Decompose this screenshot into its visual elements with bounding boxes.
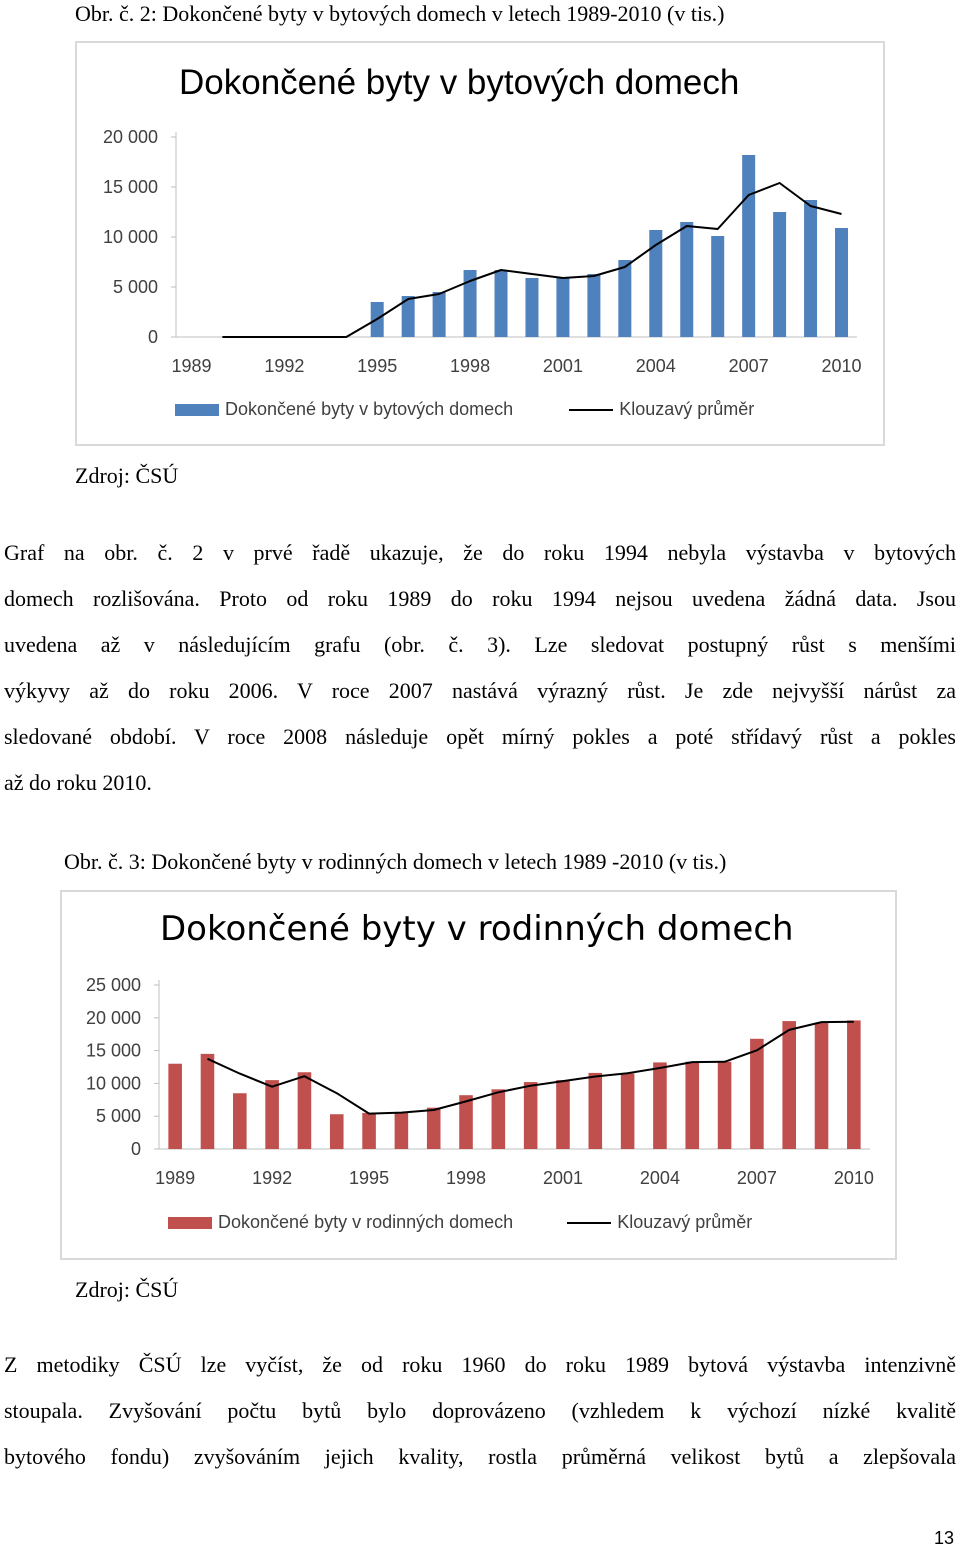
bar xyxy=(742,155,755,337)
legend-swatch-bar xyxy=(175,404,219,416)
bar xyxy=(680,222,693,337)
bar xyxy=(587,274,600,337)
source-label: Zdroj: ČSÚ xyxy=(75,1277,179,1302)
x-tick-label: 2007 xyxy=(728,356,769,376)
legend-swatch-bar xyxy=(168,1217,212,1229)
x-tick-label: 2010 xyxy=(821,356,862,376)
bar xyxy=(685,1062,699,1149)
x-tick-label: 1995 xyxy=(357,356,398,376)
legend-label-bars: Dokončené byty v rodinných domech xyxy=(218,1212,514,1232)
paragraph-1 xyxy=(4,530,956,806)
x-tick-label: 1989 xyxy=(155,1168,196,1188)
bar xyxy=(495,270,508,337)
x-tick-label: 2007 xyxy=(736,1168,777,1188)
text-line: uvedena až v následujícím grafu (obr. č. 3). Lze sledovat postupný růst s menšími xyxy=(4,632,956,657)
figure-caption-3: Obr. č. 3: Dokončené byty v rodinných domech v letech 1989 -2010 (v tis.) xyxy=(64,849,727,874)
y-tick-label: 0 xyxy=(130,1139,141,1159)
bar xyxy=(201,1054,215,1149)
x-tick-label: 1998 xyxy=(445,1168,487,1188)
bar xyxy=(556,278,569,337)
chart-legend xyxy=(175,399,754,420)
legend-swatch-line xyxy=(569,409,613,411)
text-line: až do roku 2010. xyxy=(4,770,152,795)
bar xyxy=(168,1064,182,1149)
bar xyxy=(492,1089,506,1149)
x-tick-label: 1992 xyxy=(252,1168,293,1188)
x-tick-label: 2001 xyxy=(542,1168,584,1188)
bar xyxy=(621,1074,635,1149)
bar xyxy=(711,236,724,337)
text-line: Z metodiky ČSÚ lze vyčíst, že od roku 1960 do roku 1989 bytová výstavba intenzivně xyxy=(4,1352,956,1377)
chart-apartment-buildings xyxy=(75,41,885,446)
text-line: stoupala. Zvyšování počtu bytů bylo doprovázeno (vzhledem k výchozí nízké kvalitě xyxy=(4,1398,956,1423)
bar xyxy=(427,1108,441,1149)
y-tick-label: 0 xyxy=(147,327,158,347)
text-line: domech rozlišována. Proto od roku 1989 do roku 1994 nejsou uvedena žádná data. Jsou xyxy=(4,586,956,611)
text-line: Graf na obr. č. 2 v prvé řadě ukazuje, že do roku 1994 nebyla výstavba v bytových xyxy=(4,540,956,565)
legend-label-line: Klouzavý průměr xyxy=(617,1212,753,1232)
bar xyxy=(433,292,446,337)
bar xyxy=(750,1039,764,1149)
y-tick-label: 15 000 xyxy=(102,177,158,197)
x-tick-label: 1995 xyxy=(349,1168,390,1188)
bar xyxy=(330,1114,344,1149)
y-tick-label: 5 000 xyxy=(112,277,158,297)
bar xyxy=(525,278,538,337)
x-tick-label: 2004 xyxy=(639,1168,680,1188)
chart-title: Dokončené byty v bytových domech xyxy=(179,63,740,102)
chart-title: Dokončené byty v rodinných domech xyxy=(160,909,794,949)
x-tick-label: 1989 xyxy=(171,356,212,376)
y-tick-label: 25 000 xyxy=(85,975,141,995)
y-tick-label: 10 000 xyxy=(85,1073,141,1094)
text-line: výkyvy až do roku 2006. V roce 2007 nastává výrazný růst. Je zde nejvyšší nárůst za xyxy=(4,678,956,703)
chart-family-houses xyxy=(60,890,897,1260)
bar xyxy=(653,1062,667,1149)
text-line: sledované období. V roce 2008 následuje opět mírný pokles a poté střídavý růst a pokles xyxy=(4,724,956,749)
x-tick-label: 1998 xyxy=(450,356,491,376)
source-label: Zdroj: ČSÚ xyxy=(75,463,179,488)
figure-caption-2: Obr. č. 2: Dokončené byty v bytových domech v letech 1989-2010 (v tis.) xyxy=(75,1,725,26)
chart-plot xyxy=(77,43,883,383)
bar xyxy=(847,1020,861,1149)
bar xyxy=(298,1072,312,1149)
legend-label-bars: Dokončené byty v bytových domech xyxy=(225,399,514,419)
bar xyxy=(618,260,631,337)
bar xyxy=(395,1112,409,1149)
bar xyxy=(773,212,786,337)
bar xyxy=(362,1113,376,1149)
bar xyxy=(524,1082,538,1149)
bar xyxy=(804,200,817,337)
chart-plot xyxy=(62,892,895,1202)
x-tick-label: 2010 xyxy=(833,1168,874,1188)
y-tick-label: 10 000 xyxy=(102,227,158,247)
text-line: bytového fondu) zvyšováním jejich kvality, rostla průměrná velikost bytů a zlepšovala xyxy=(4,1444,956,1469)
bar xyxy=(556,1080,570,1149)
legend-label-line: Klouzavý průměr xyxy=(619,399,755,419)
bar xyxy=(835,228,848,337)
legend-swatch-line xyxy=(567,1222,611,1224)
bar xyxy=(815,1023,829,1149)
page-number: 13 xyxy=(933,1528,954,1548)
x-tick-label: 2004 xyxy=(635,356,676,376)
y-tick-label: 15 000 xyxy=(85,1040,141,1061)
bar xyxy=(782,1021,796,1149)
bar xyxy=(233,1093,247,1149)
bar xyxy=(265,1080,279,1149)
y-tick-label: 5 000 xyxy=(95,1106,141,1127)
x-tick-label: 1992 xyxy=(264,356,305,376)
paragraph-2 xyxy=(4,1342,956,1480)
chart-legend xyxy=(168,1212,752,1233)
x-tick-label: 2001 xyxy=(542,356,583,376)
y-tick-label: 20 000 xyxy=(85,1007,141,1028)
y-tick-label: 20 000 xyxy=(102,127,158,147)
bar xyxy=(589,1073,603,1149)
bar xyxy=(718,1062,732,1149)
